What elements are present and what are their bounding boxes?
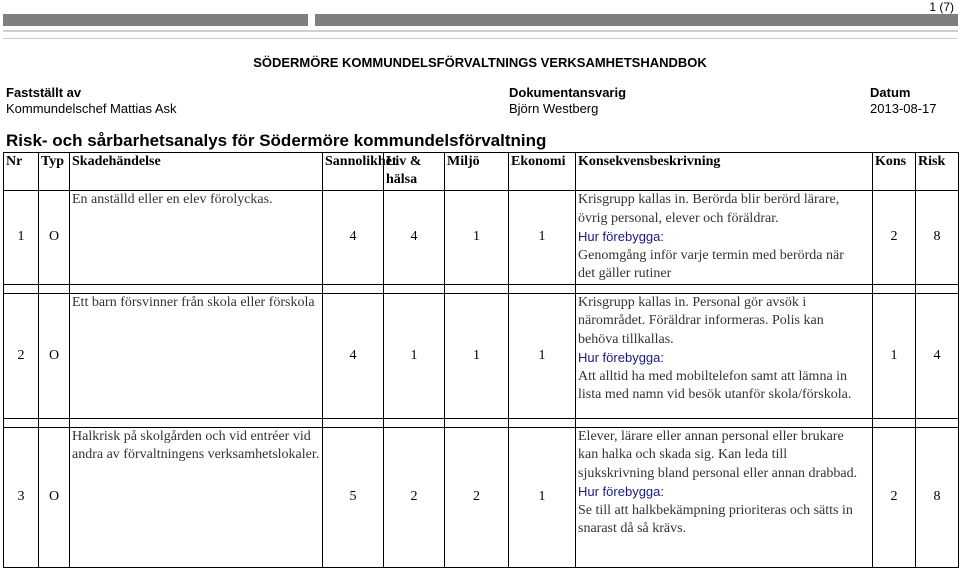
row-spacer [4, 284, 959, 293]
col-header-consequence: Konsekvensbeskrivning [576, 153, 873, 191]
risk-table [3, 152, 959, 568]
section-heading: Risk- och sårbarhetsanalys för Södermöre kommundelsförvaltning [6, 131, 547, 150]
row-life-health: 1 [384, 293, 445, 418]
how-prevent-label: Hur förebygga: [578, 484, 664, 499]
header-bar-left [3, 14, 308, 26]
how-line: Se till att halkbekämpning prioriteras och sätts in [578, 502, 853, 518]
row-typ: O [39, 293, 70, 418]
how-line: Att alltid ha med mobiltelefon samt att lämna in [578, 368, 848, 384]
document-title: SÖDERMÖRE KOMMUNDELSFÖRVALTNINGS VERKSAMHETSHANDBOK [253, 55, 707, 70]
cons-line: Krisgrupp kallas in. Berörda blir berörd lärare, [578, 192, 840, 207]
row-event: Ett barn försvinner från skola eller förskola [70, 293, 323, 418]
table-row [4, 427, 959, 567]
established-label: Fastställt av [6, 85, 82, 100]
row-consequence [576, 427, 873, 567]
header-rule [3, 30, 958, 32]
row-typ: O [39, 427, 70, 567]
header-rule-thin [3, 38, 958, 39]
row-nr: 1 [4, 191, 39, 285]
owner-value: Björn Westberg [509, 101, 599, 116]
row-kons: 1 [873, 293, 916, 418]
how-line: det gäller rutiner [578, 266, 672, 281]
table-row [4, 293, 959, 418]
how-prevent-label: Hur förebygga: [578, 229, 664, 244]
row-spacer [4, 418, 959, 427]
col-header-environment: Miljö [445, 153, 509, 191]
row-typ: O [39, 191, 70, 285]
row-nr: 3 [4, 427, 39, 567]
row-environment: 1 [445, 293, 509, 418]
row-environment: 1 [445, 191, 509, 285]
cons-line: sjukskrivning bland personal eller annan drabbad. [578, 465, 858, 481]
row-kons: 2 [873, 427, 916, 567]
col-header-risk: Risk [916, 153, 959, 191]
row-risk: 8 [916, 427, 959, 567]
established-value: Kommundelschef Mattias Ask [6, 101, 177, 116]
owner-label: Dokumentansvarig [509, 85, 627, 100]
row-event: Halkrisk på skolgården och vid entréer vid andra av förvaltningens verksamhetslokaler. [70, 427, 323, 567]
row-life-health: 2 [384, 427, 445, 567]
header-row [4, 153, 959, 191]
col-header-event: Skadehändelse [70, 153, 323, 191]
how-prevent-label: Hur förebygga: [578, 350, 664, 365]
cons-line: Krisgrupp kallas in. Personal gör avsök i [578, 294, 807, 310]
cons-line: närområdet. Föräldrar informeras. Polis kan [578, 313, 824, 328]
row-economy: 1 [509, 191, 576, 285]
row-risk: 8 [916, 191, 959, 285]
col-header-kons: Kons [873, 153, 916, 191]
row-risk: 4 [916, 293, 959, 418]
row-probability: 4 [323, 191, 384, 285]
cons-line: kan halka och skada sig. Kan leda till [578, 447, 788, 462]
cons-line: Elever, lärare eller annan personal eller brukare [578, 428, 844, 444]
col-header-economy: Ekonomi [509, 153, 576, 191]
row-probability: 4 [323, 293, 384, 418]
row-consequence [576, 293, 873, 418]
cons-line: övrig personal, elever och föräldrar. [578, 210, 779, 226]
page-number: 1 (7) [929, 0, 954, 14]
date-label: Datum [870, 85, 911, 100]
row-economy: 1 [509, 427, 576, 567]
row-event: En anställd eller en elev förolyckas. [70, 191, 323, 285]
col-header-probability: Sannolikhet [323, 153, 384, 191]
row-economy: 1 [509, 293, 576, 418]
cons-line: behöva tillkallas. [578, 331, 674, 347]
col-header-nr: Nr [4, 153, 39, 191]
col-header-life-health: Liv & hälsa [384, 153, 445, 191]
row-probability: 5 [323, 427, 384, 567]
header-bar-right [315, 14, 958, 26]
how-line: Genomgång inför varje termin med berörda när [578, 247, 844, 263]
row-life-health: 4 [384, 191, 445, 285]
row-nr: 2 [4, 293, 39, 418]
col-header-typ: Typ [39, 153, 70, 191]
row-kons: 2 [873, 191, 916, 285]
table-row [4, 191, 959, 285]
row-environment: 2 [445, 427, 509, 567]
row-consequence [576, 191, 873, 285]
date-value: 2013-08-17 [870, 101, 937, 116]
how-line: snarast då så krävs. [578, 521, 687, 536]
how-line: lista med namn vid besök utanför skola/förskola. [578, 387, 852, 402]
